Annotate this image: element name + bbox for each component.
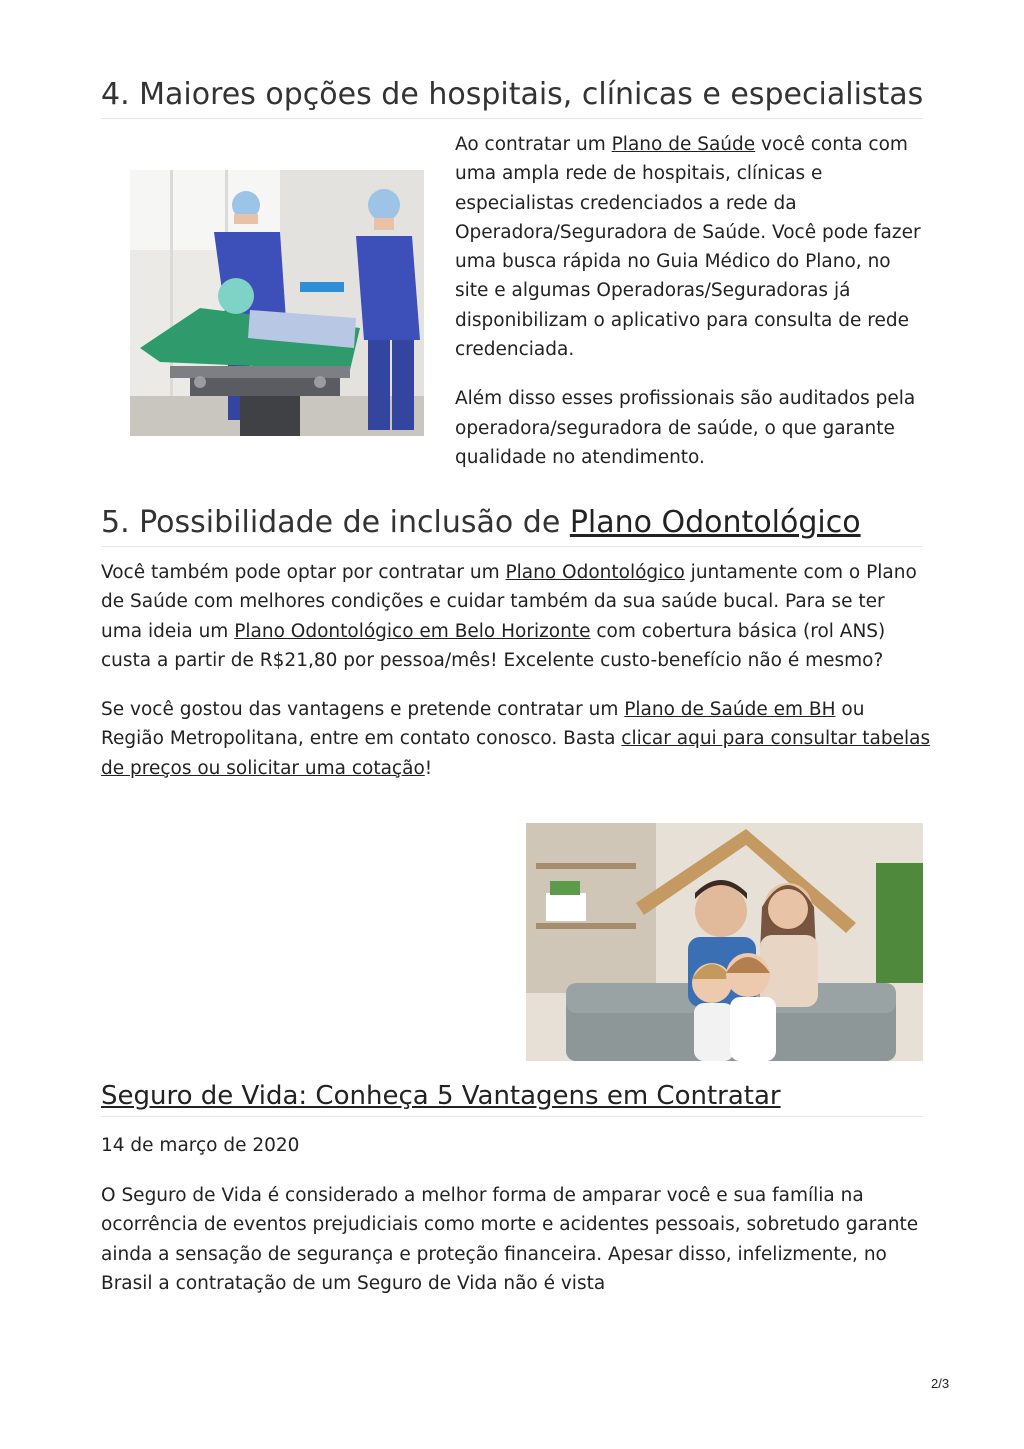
plano-de-saude-bh-link[interactable]: Plano de Saúde em BH (624, 699, 836, 721)
next-post-excerpt: O Seguro de Vida é considerado a melhor forma de amparar você e sua família na ocorrência de eventos prejudiciais como morte e acidentes pessoais, sobretudo garante ainda a sensação de segurança e proteção financeira. Apesar disso, infelizmente, no Brasil a contratação de um Seguro de Vida não é vista (101, 1185, 919, 1294)
section-5-p1-text-a: Você também pode optar por contratar um (101, 562, 506, 583)
section-4-paragraph-1 (455, 130, 929, 364)
section-4-p1-text-after: você conta com uma ampla rede de hospitais, clínicas e especialistas credenciados a rede da Operadora/Seguradora de Saúde. Você pode fazer uma busca rápida no Guia Médico do Plano, no site e algumas Operadoras/Seguradoras já disponibilizam o aplicativo para consulta de rede credenciada. (455, 134, 921, 361)
plano-odontologico-heading-link[interactable]: Plano Odontológico (569, 505, 861, 540)
section-5-p1-text-b: juntamente com o Plano de Saúde com melhores condições e cuidar também da sua saúde bucal. Para se ter uma ideia um (101, 562, 917, 642)
plano-de-saude-link[interactable]: Plano de Saúde (611, 134, 756, 155)
section-5-heading (101, 502, 923, 547)
section-4-p1-text-before: Ao contratar um (455, 134, 612, 155)
section-5-paragraph-1 (101, 558, 931, 675)
family-photo[interactable] (526, 823, 923, 1061)
section-5-paragraph-2 (101, 695, 931, 783)
section-5-heading-text: 5. Possibilidade de inclusão de (101, 505, 570, 540)
surgery-photo (130, 170, 424, 436)
next-post-date: 14 de março de 2020 (101, 1135, 300, 1156)
next-post-title (101, 1078, 923, 1117)
section-4-text (455, 130, 929, 472)
section-4-paragraph-2: Além disso esses profissionais são auditados pela operadora/seguradora de saúde, o que garante qualidade no atendimento. (455, 388, 916, 468)
next-post-title-link[interactable]: Seguro de Vida: Conheça 5 Vantagens em Contratar (101, 1081, 781, 1111)
section-4-heading: 4. Maiores opções de hospitais, clínicas e especialistas (101, 74, 923, 119)
section-5-text (101, 558, 931, 783)
section-5-p1-text-c: com cobertura básica (rol ANS) custa a partir de R$21,80 por pessoa/mês! Excelente custo-benefício não é mesmo? (101, 620, 886, 671)
section-5-p2-text-c: ! (424, 757, 433, 779)
page-number: 2/3 (931, 1376, 950, 1391)
section-5-p2-text-a: Se você gostou das vantagens e pretende contratar um (101, 699, 625, 721)
cotacao-link[interactable]: clicar aqui para consultar tabelas de preços ou solicitar uma cotação (101, 728, 931, 779)
section-5-p2-text-b: ou Região Metropolitana, entre em contato conosco. Basta (101, 699, 865, 750)
plano-odontologico-bh-link[interactable]: Plano Odontológico em Belo Horizonte (234, 620, 591, 642)
plano-odontologico-link[interactable]: Plano Odontológico (505, 562, 685, 583)
